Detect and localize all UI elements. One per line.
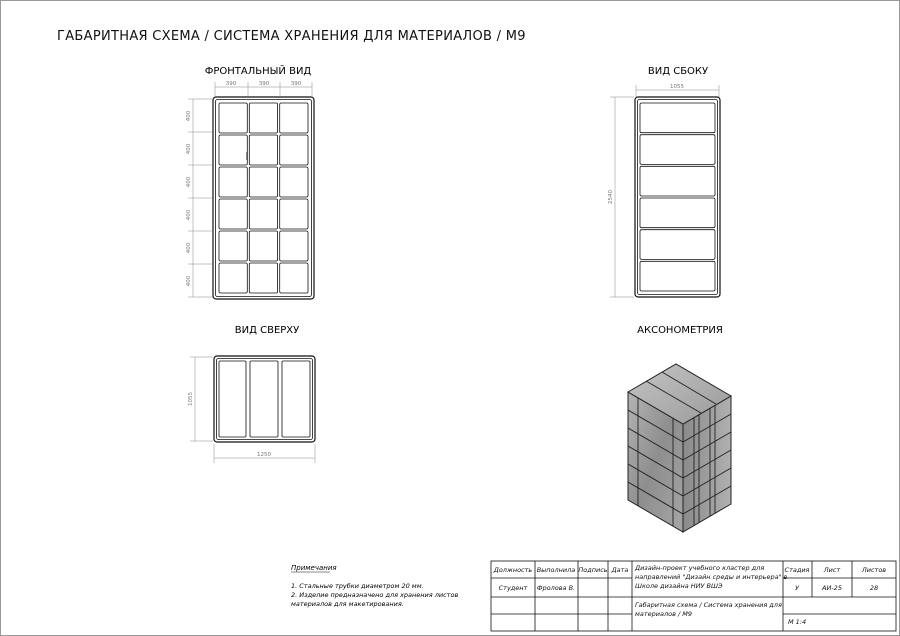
tb-project-line-3: Школе дизайна НИУ ВШЭ [635,582,723,590]
title-block-text [493,564,887,626]
front-cell [280,199,308,229]
front-cell [249,135,277,165]
front-cell [249,199,277,229]
tb-role-header: Должность [493,566,533,574]
tb-drawing-name-1: Габаритная схема / Система хранения для [635,601,782,609]
top-frame-outer [214,356,315,442]
front-cell [280,135,308,165]
sheet-frame [1,1,900,636]
note-1: 1. Стальные трубки диаметром 20 мм. [291,582,424,590]
side-shelf [640,103,715,133]
tb-sheets-label: Листов [861,566,887,574]
side-view-title: ВИД СБОКУ [647,66,709,77]
side-height-dim: 2540 [608,190,614,204]
front-row-height-4: 400 [186,209,192,221]
top-depth-dim: 1055 [188,392,194,406]
front-row-height-1: 400 [186,110,192,122]
front-cell [219,231,247,261]
front-cell [249,103,277,133]
side-shelf [640,135,715,165]
front-cell [219,135,247,165]
sheet-title: ГАБАРИТНАЯ СХЕМА / СИСТЕМА ХРАНЕНИЯ ДЛЯ МАТЕРИАЛОВ / М9 [57,29,526,44]
tb-stage-label: Стадия [784,566,810,574]
front-cell [280,231,308,261]
side-shelf [640,166,715,196]
front-cell [280,103,308,133]
top-view-title: ВИД СВЕРХУ [234,325,300,336]
side-frame-outer [635,97,720,297]
front-cell [219,263,247,293]
front-col-width-1: 390 [225,81,237,87]
tb-sheet-value: АИ-25 [822,584,842,592]
notes-heading: Примечания [291,564,337,572]
top-width-dim: 1250 [257,452,271,458]
front-col-width-3: 390 [290,81,302,87]
axo-view-title: АКСОНОМЕТРИЯ [637,325,723,336]
front-row-height-6: 400 [186,275,192,287]
note-3: материалов для макетирования. [291,600,404,608]
tb-performed-header: Выполнила [536,566,576,574]
front-row-height-3: 400 [186,176,192,188]
front-cell [280,263,308,293]
tb-sheets-value: 28 [869,584,879,592]
tb-signature-header: Подпись [578,566,608,574]
side-view [608,66,720,297]
front-cell [249,231,277,261]
front-cell [219,167,247,197]
axonometric-view [628,325,731,532]
tb-scale: М 1:4 [788,618,807,626]
side-shelf [640,261,715,291]
front-col-width-2: 390 [258,81,270,87]
tb-drawing-name-2: материалов / М9 [635,610,693,618]
side-shelves [640,103,715,291]
front-row-height-2: 400 [186,143,192,155]
front-view-title: ФРОНТАЛЬНЫЙ ВИД [204,66,312,77]
side-shelf [640,198,715,228]
front-cell [219,103,247,133]
front-cell [219,199,247,229]
tb-performed-value: Фролова В. [536,584,576,592]
tb-project-line-1: Дизайн-проект учебного кластер для [635,564,765,572]
side-width-dim: 1055 [670,84,684,90]
front-cell [249,263,277,293]
front-cells [219,103,308,293]
tb-role-value: Студент [498,584,528,592]
side-shelf [640,230,715,260]
tb-sheet-label: Лист [823,566,841,574]
front-view [186,64,314,299]
front-frame-outer [213,97,314,299]
notes-block [291,564,458,608]
front-cell [249,167,277,197]
tb-project-line-2: направлений "Дизайн среды и интерьера" в [635,573,788,581]
tb-stage-value: У [795,584,799,592]
front-cell [280,167,308,197]
note-2: 2. Изделие предназначено для хранения листов [291,591,459,599]
tb-date-header: Дата [611,566,629,574]
top-view [188,325,315,463]
front-row-height-5: 400 [186,242,192,254]
